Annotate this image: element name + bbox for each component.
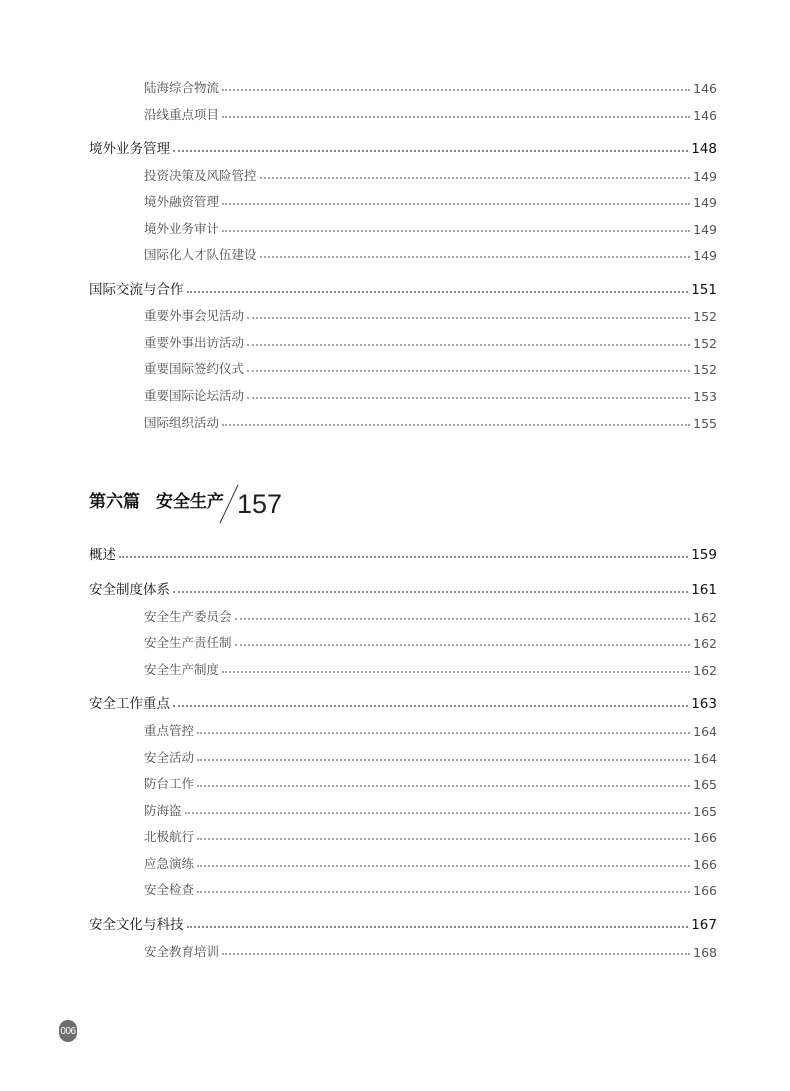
toc-entry-title: 重要外事出访活动 [144,335,245,350]
dot-leader [197,732,690,734]
dot-leader [247,370,690,372]
dot-leader [235,618,691,620]
toc-section-page: 161 [691,582,717,598]
toc-entry[interactable] [144,384,717,404]
toc-section[interactable] [89,913,717,933]
toc-entry[interactable] [144,658,717,678]
toc-entry[interactable] [144,217,717,237]
toc-entry-title: 沿线重点项目 [144,107,220,122]
toc-entry-page: 166 [693,883,717,898]
toc-section[interactable] [89,578,717,598]
toc-entry-page: 152 [693,336,717,351]
toc-entry-title: 国际组织活动 [144,415,220,430]
toc-entry-page: 146 [693,108,717,123]
toc-entry[interactable] [144,852,717,872]
toc-entry[interactable] [144,357,717,377]
toc-section[interactable] [89,543,717,563]
toc-entry[interactable] [144,719,717,739]
dot-leader [222,116,690,118]
toc-entry-title: 投资决策及风险管控 [144,168,257,183]
dot-leader [222,671,690,673]
toc-section-title: 安全文化与科技 [89,917,184,933]
toc-section-page: 151 [691,282,717,298]
toc-entry-page: 155 [693,416,717,431]
toc-entry[interactable] [144,746,717,766]
dot-leader [187,291,689,293]
toc-entry[interactable] [144,243,717,263]
toc-section[interactable] [89,692,717,712]
toc-entry-title: 安全生产责任制 [144,635,232,650]
dot-leader [197,891,690,893]
toc-section-page: 148 [691,141,717,157]
dot-leader [185,812,691,814]
dot-leader [247,344,690,346]
toc-entry[interactable] [144,799,717,819]
toc-entry-title: 重要国际论坛活动 [144,388,245,403]
toc-entry-title: 防台工作 [144,776,195,791]
toc-entry-title: 应急演练 [144,856,195,871]
toc-section[interactable] [89,137,717,157]
toc-entry-title: 北极航行 [144,829,195,844]
toc-entry-title: 安全生产制度 [144,662,220,677]
toc-entry-page: 165 [693,777,717,792]
toc-entry-page: 149 [693,248,717,263]
dot-leader [222,89,690,91]
toc-entry-page: 149 [693,222,717,237]
toc-entry-title: 境外业务审计 [144,221,220,236]
toc-entry[interactable] [144,825,717,845]
toc-entry[interactable] [144,76,717,96]
part-page-number: 157 [237,489,283,519]
dot-leader [222,953,690,955]
dot-leader [197,838,690,840]
toc-entry-title: 重点管控 [144,723,195,738]
toc-entry-title: 陆海综合物流 [144,80,220,95]
toc-section-title: 安全工作重点 [89,696,170,712]
toc-entry-title: 安全教育培训 [144,944,220,959]
toc-entry-page: 162 [693,663,717,678]
toc-entry[interactable] [144,605,717,625]
dot-leader [247,397,690,399]
toc-entry-page: 149 [693,195,717,210]
toc-entry-title: 防海盗 [144,803,182,818]
toc-entry-page: 149 [693,169,717,184]
toc-entry-page: 164 [693,751,717,766]
page-number-badge: 006 [59,1020,77,1042]
toc-section-title: 概述 [89,547,116,563]
dot-leader [197,759,690,761]
dot-leader [222,203,690,205]
toc-section-title: 国际交流与合作 [89,282,184,298]
toc-section-page: 159 [691,547,717,563]
toc-entry[interactable] [144,304,717,324]
part-label: 第六篇 [89,492,140,512]
dot-leader [260,256,691,258]
toc-entry-page: 162 [693,636,717,651]
toc-entry-title: 安全生产委员会 [144,609,232,624]
dot-leader [197,785,690,787]
toc-entry[interactable] [144,103,717,123]
dot-leader [173,705,688,707]
toc-entry[interactable] [144,164,717,184]
toc-entry[interactable] [144,331,717,351]
dot-leader [260,177,691,179]
toc-entry-page: 146 [693,81,717,96]
toc-entry-title: 安全检查 [144,882,195,897]
toc-section-title: 安全制度体系 [89,582,170,598]
toc-entry-page: 164 [693,724,717,739]
toc-entry-title: 国际化人才队伍建设 [144,247,257,262]
dot-leader [173,591,688,593]
dot-leader [187,926,689,928]
toc-entry[interactable] [144,190,717,210]
toc-section-page: 163 [691,696,717,712]
toc-section-title: 境外业务管理 [89,141,170,157]
part-heading [89,487,224,512]
toc-entry-title: 境外融资管理 [144,194,220,209]
toc-entry[interactable] [144,878,717,898]
toc-section[interactable] [89,278,717,298]
toc-entry-page: 152 [693,362,717,377]
toc-entry-page: 162 [693,610,717,625]
dot-leader [197,865,690,867]
toc-entry-page: 166 [693,830,717,845]
toc-entry-title: 重要外事会见活动 [144,308,245,323]
dot-leader [119,556,688,558]
part-title: 安全生产 [156,492,224,512]
dot-leader [247,317,690,319]
toc-entry[interactable] [144,940,717,960]
toc-entry-page: 168 [693,945,717,960]
toc-entry-page: 165 [693,804,717,819]
toc-entry-title: 安全活动 [144,750,195,765]
toc-entry-title: 重要国际签约仪式 [144,361,245,376]
dot-leader [173,150,688,152]
toc-entry[interactable] [144,411,717,431]
toc-entry-page: 153 [693,389,717,404]
toc-section-page: 167 [691,917,717,933]
toc-entry-page: 152 [693,309,717,324]
toc-entry[interactable] [144,631,717,651]
dot-leader [222,230,690,232]
toc-entry-page: 166 [693,857,717,872]
toc-entry[interactable] [144,772,717,792]
dot-leader [235,644,691,646]
dot-leader [222,424,690,426]
